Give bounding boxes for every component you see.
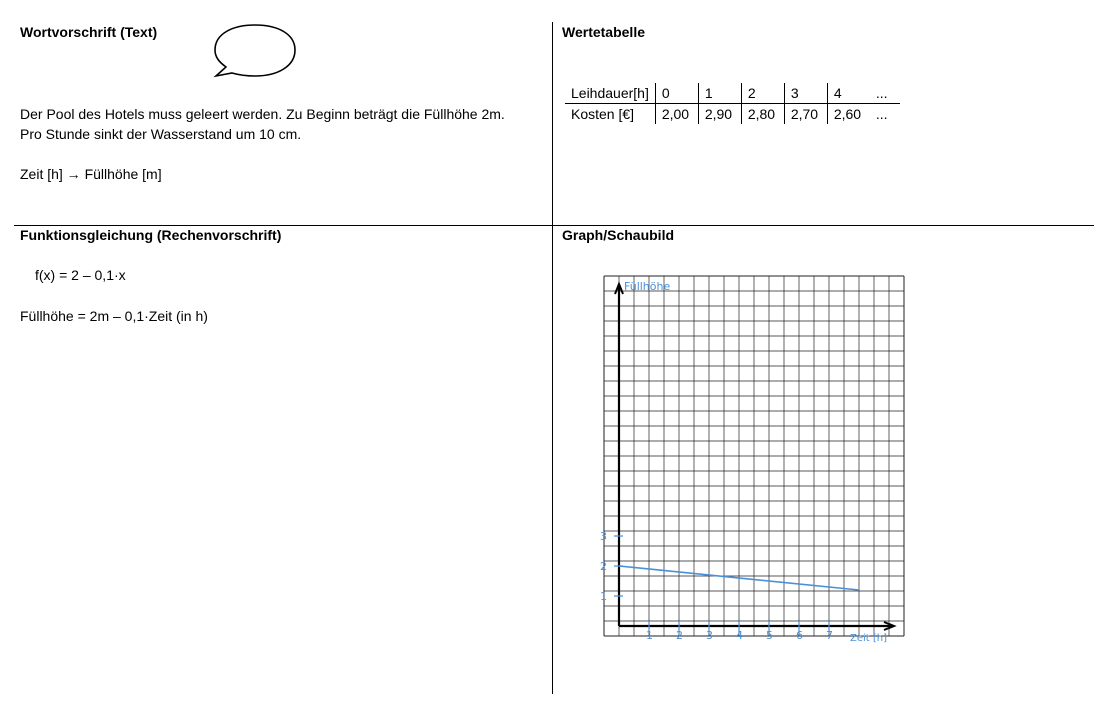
table-cell: 1	[698, 83, 741, 104]
table-cell: 2,60	[827, 104, 870, 125]
table-cell: 0	[655, 83, 698, 104]
graph-chart	[598, 272, 910, 647]
y-tick-label: 2	[600, 560, 607, 573]
table-cell: ...	[875, 106, 888, 122]
y-axis-label: Füllhöhe	[624, 280, 671, 293]
row-header-duration: Leihdauer[h]	[565, 83, 655, 104]
x-tick-label: 1	[646, 629, 653, 642]
value-table	[565, 83, 900, 124]
x-tick-label: 6	[796, 629, 803, 642]
x-axis-label: Zeit [h]	[850, 633, 888, 644]
table-row-duration	[565, 83, 900, 104]
grid-lines	[604, 276, 904, 636]
horizontal-divider	[14, 225, 1094, 226]
x-tick-label: 4	[736, 629, 743, 642]
value-table-heading: Wertetabelle	[562, 24, 645, 40]
table-cell: 2,80	[741, 104, 784, 125]
word-rule-heading: Wortvorschrift (Text)	[20, 24, 158, 40]
table-cell: 2,00	[655, 104, 698, 125]
x-tick-label: 7	[826, 629, 833, 642]
x-tick-label: 2	[676, 629, 683, 642]
function-formula: f(x) = 2 – 0,1·x	[35, 267, 126, 283]
word-rule-line-2: Pro Stunde sinkt der Wasserstand um 10 cm.	[20, 126, 302, 142]
word-rule-mapping: Zeit [h] → Füllhöhe [m]	[20, 166, 162, 182]
x-tick-label: 3	[706, 629, 713, 642]
table-row-cost	[565, 104, 900, 125]
x-tick-label: 5	[766, 629, 773, 642]
table-cell: 4	[827, 83, 870, 104]
row-header-cost: Kosten [€]	[571, 106, 635, 122]
y-tick-label: 3	[600, 530, 607, 543]
function-heading: Funktionsgleichung (Rechenvorschrift)	[20, 227, 282, 243]
function-description: Füllhöhe = 2m – 0,1·Zeit (in h)	[20, 308, 208, 324]
graph-heading: Graph/Schaubild	[562, 227, 675, 243]
table-cell: ...	[870, 83, 900, 104]
table-cell: 3	[784, 83, 827, 104]
vertical-divider	[552, 22, 553, 694]
table-cell: 2	[741, 83, 784, 104]
y-tick-label: 1	[600, 590, 607, 603]
table-cell: 2,70	[784, 104, 827, 125]
speech-bubble-icon	[212, 22, 298, 80]
word-rule-line-1: Der Pool des Hotels muss geleert werden. Zu Beginn beträgt die Füllhöhe 2m.	[20, 106, 505, 122]
table-cell: 2,90	[698, 104, 741, 125]
